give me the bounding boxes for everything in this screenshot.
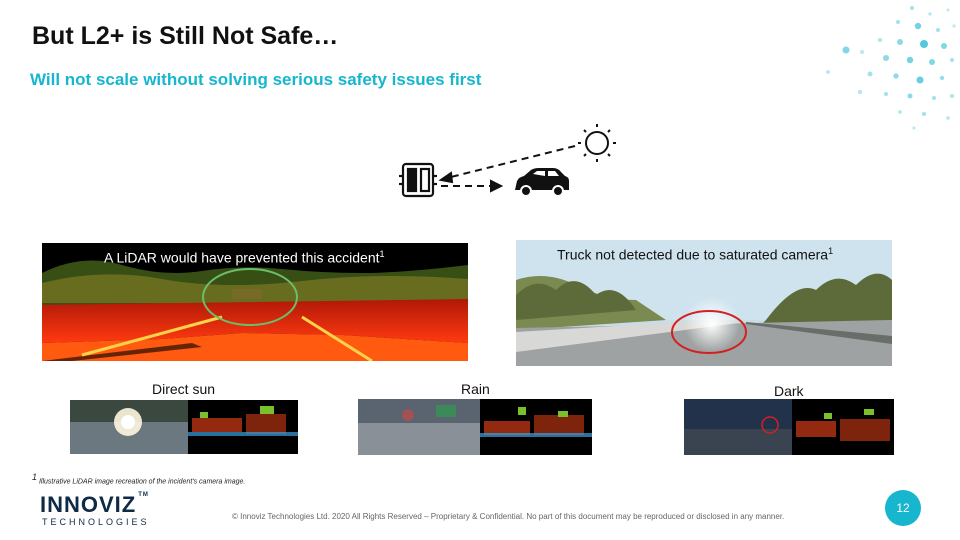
lidar-caption: A LiDAR would have prevented this accident$^1$ <box>104 249 385 266</box>
logo-tm: TM <box>138 492 149 498</box>
logo-primary: INNOVIZ ™ <box>40 492 149 517</box>
innoviz-logo <box>40 492 160 534</box>
footnote-marker: 1 <box>379 249 385 259</box>
slide-subtitle: Will not scale without solving serious safety issues first <box>30 70 482 89</box>
copyright-text: © Innoviz Technologies Ltd. 2020 All Rights Reserved – Proprietary & Confidential. No part of this document may be reproduced or disclosed in any manner. <box>232 512 785 521</box>
footnote-marker: 1 <box>32 472 38 482</box>
camera-image <box>516 240 892 366</box>
page-number: 12 <box>885 490 921 526</box>
thumbnail-label-rain: Rain <box>461 381 490 397</box>
car-icon <box>515 168 569 196</box>
accident-diagram <box>395 118 625 208</box>
slide-title: But L2+ is Still Not Safe… <box>32 22 339 50</box>
logo-secondary: TECHNOLOGIES <box>42 517 150 527</box>
footnote: $^1$ Illustrative LiDAR image recreation of the incident's camera image. <box>32 472 246 486</box>
thumbnail-rain <box>358 399 592 455</box>
thumbnail-dark <box>684 399 894 455</box>
camera-caption: Truck not detected due to saturated camera$^1$ <box>557 246 834 263</box>
truck-icon <box>399 164 437 196</box>
thumbnail-label-dark: Dark <box>774 383 804 399</box>
decorative-dots <box>820 0 960 140</box>
sun-icon <box>578 124 616 162</box>
thumbnail-direct-sun <box>70 400 298 454</box>
thumbnail-label-direct-sun: Direct sun <box>152 381 216 397</box>
footnote-marker: 1 <box>828 246 834 256</box>
lidar-image <box>42 243 468 361</box>
